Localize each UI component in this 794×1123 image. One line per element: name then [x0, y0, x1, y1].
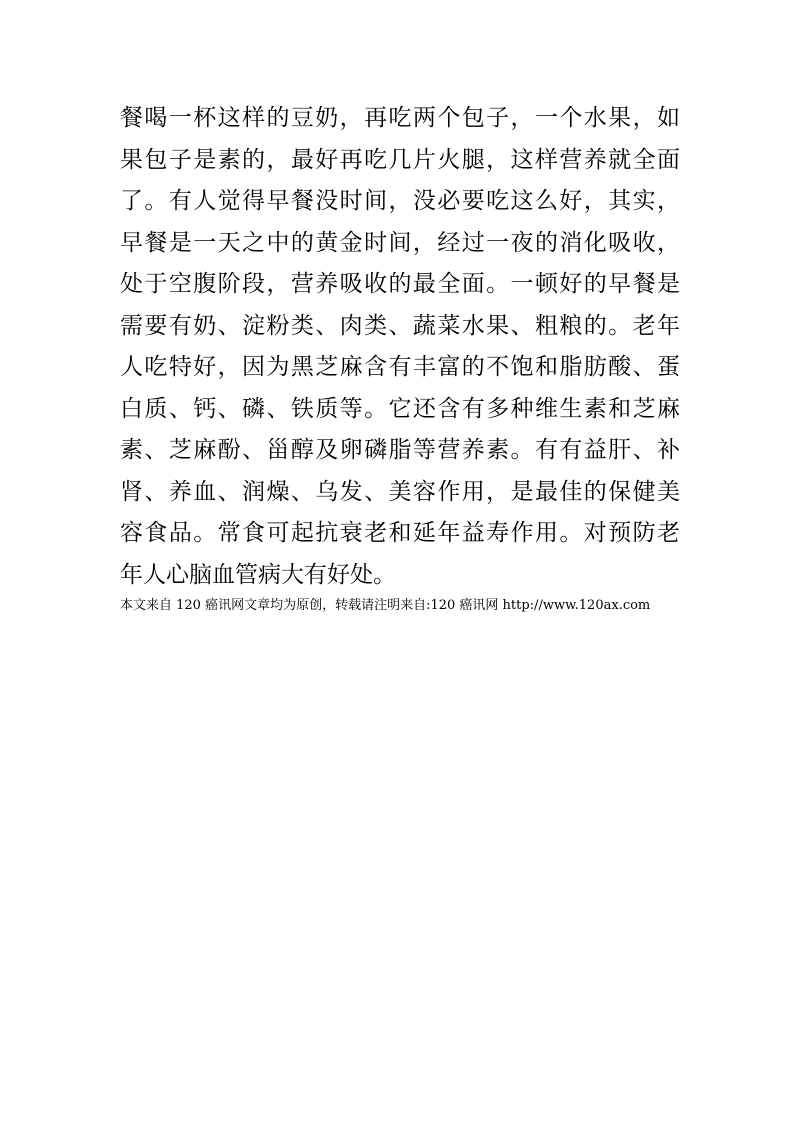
body-line: 肾、养血、润燥、乌发、美容作用，是最佳的保健美: [120, 478, 680, 505]
body-line: 了。有人觉得早餐没时间，没必要吃这么好，其实，: [120, 188, 680, 214]
body-line: 果包子是素的，最好再吃几片火腿，这样营养就全面: [120, 146, 680, 173]
body-line: 素、芝麻酚、甾醇及卵磷脂等营养素。有有益肝、补: [120, 437, 680, 463]
body-line: 容食品。常食可起抗衰老和延年益寿作用。对预防老: [120, 520, 680, 546]
body-line: 白质、钙、磷、铁质等。它还含有多种维生素和芝麻: [120, 395, 680, 422]
source-attribution: 本文来自 120 癌讯网文章均为原创，转载请注明来自:120 癌讯网 http://www.120ax.com: [120, 598, 651, 613]
body-line: 需要有奶、淀粉类、肉类、蔬菜水果、粗粮的。老年: [120, 312, 680, 339]
body-line: 早餐是一天之中的黄金时间，经过一夜的消化吸收，: [120, 229, 680, 256]
body-line: 餐喝一杯这样的豆奶，再吃两个包子，一个水果，如: [120, 105, 680, 131]
body-line: 年人心脑血管病大有好处。: [120, 561, 396, 588]
article-body: [120, 98, 680, 596]
body-line: 人吃特好，因为黑芝麻含有丰富的不饱和脂肪酸、蛋: [120, 354, 680, 380]
body-line: 处于空腹阶段，营养吸收的最全面。一顿好的早餐是: [120, 271, 680, 297]
